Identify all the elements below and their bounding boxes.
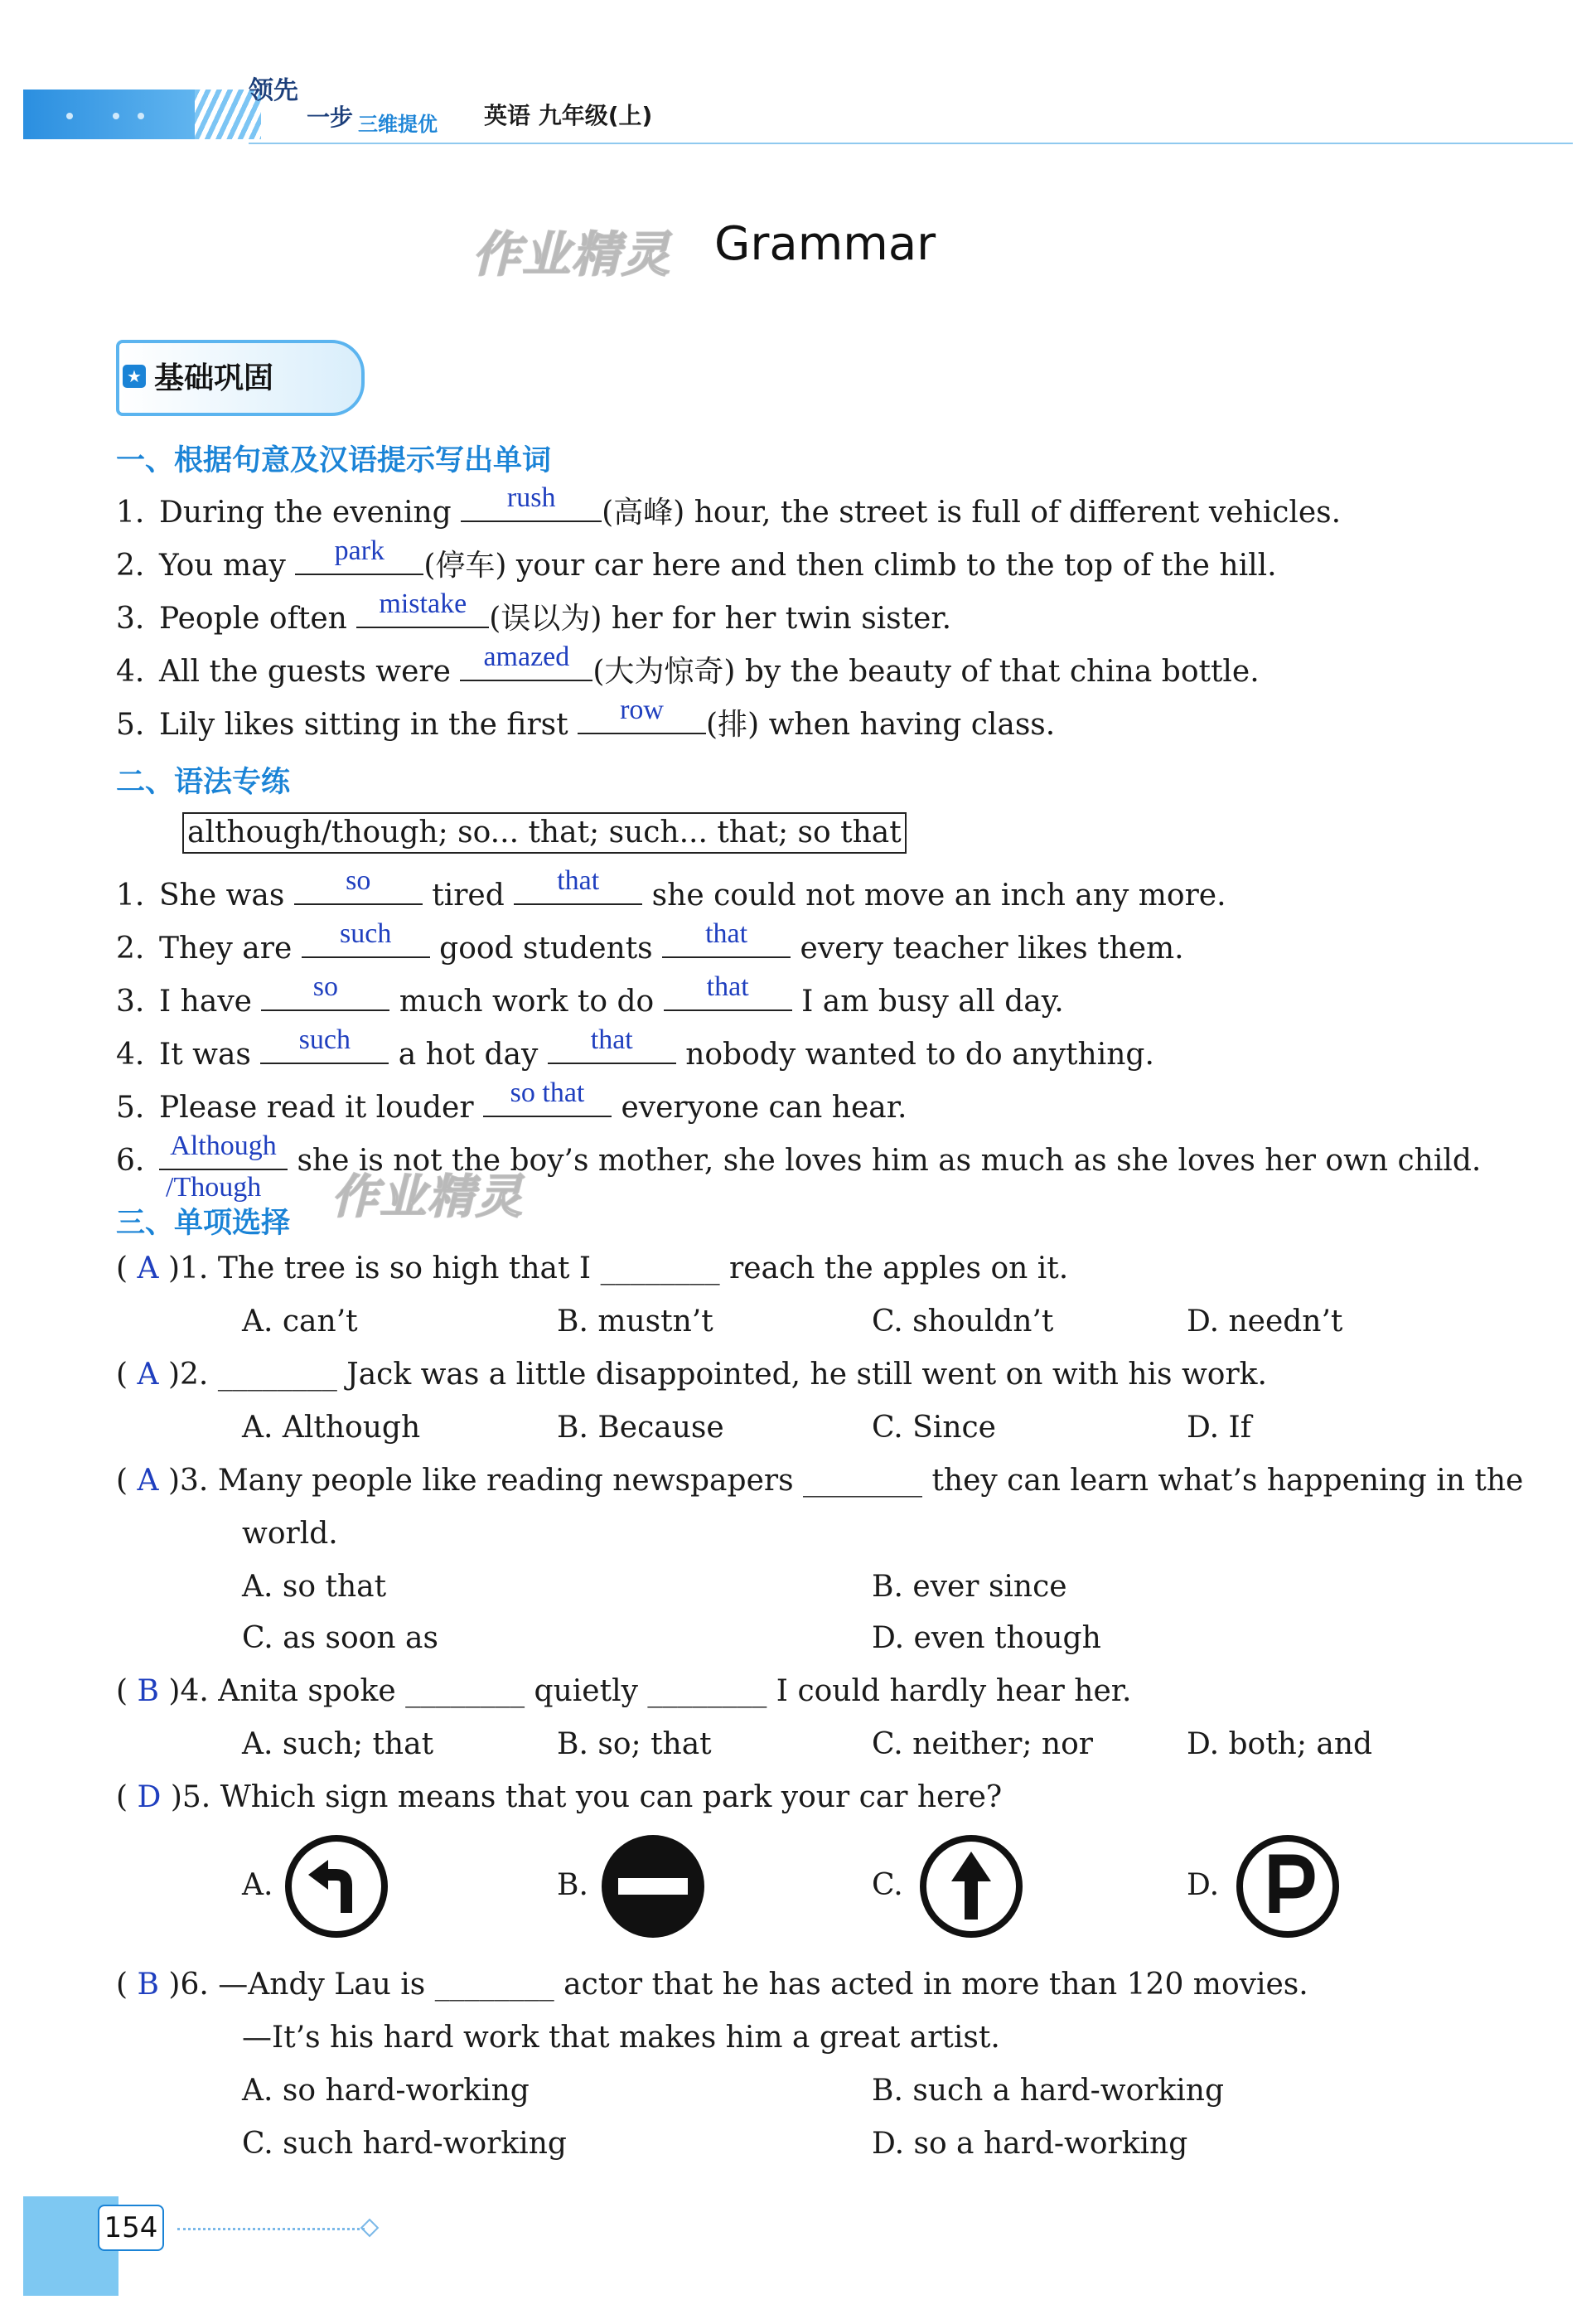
page-number: 154: [98, 2205, 164, 2251]
answer-blank[interactable]: [578, 695, 706, 734]
page-title: Grammar: [714, 217, 936, 271]
grammar-item: [116, 971, 1064, 1019]
item-number: 2.: [116, 932, 145, 966]
item-text: a hot day: [389, 1038, 548, 1072]
answer: such: [340, 918, 392, 949]
option-b[interactable]: B.: [557, 1868, 588, 1902]
series-label: 三维提优: [358, 113, 438, 136]
item-text: They are: [159, 932, 302, 966]
item-text: much work to do: [389, 985, 664, 1019]
question-text: ________ Jack was a little disappointed, he still went on with his work.: [217, 1358, 1267, 1392]
answer-blank[interactable]: [461, 482, 602, 522]
item-text: All the guests were: [159, 655, 461, 689]
option-d[interactable]: D. both; and: [1187, 1727, 1373, 1761]
option-a[interactable]: A. Although: [242, 1411, 421, 1445]
grammar-item: [116, 918, 1184, 966]
mc-answer: D: [137, 1780, 162, 1814]
parking-sign-icon[interactable]: [1236, 1835, 1339, 1938]
question-number: )2.: [167, 1358, 209, 1392]
mc-answer: A: [137, 1464, 159, 1498]
item-number: 1.: [116, 496, 145, 530]
grammar-item: [116, 1024, 1154, 1072]
answer-blank[interactable]: [483, 1077, 612, 1117]
mc-question: ( A )1. The tree is so high that I ________ reach the apples on it.: [116, 1251, 1069, 1285]
option-a[interactable]: A. so that: [242, 1570, 387, 1604]
answer: that: [706, 971, 749, 1002]
item-text: You may: [159, 549, 296, 583]
item-text: It was: [159, 1038, 261, 1072]
option-d[interactable]: D. If: [1187, 1411, 1252, 1445]
section3-heading: 三、单项选择: [116, 1207, 291, 1240]
answer-blank[interactable]: [514, 865, 642, 905]
question-text-cont: world.: [242, 1517, 338, 1551]
answer: that: [590, 1024, 633, 1055]
answer-blank[interactable]: [159, 1130, 288, 1170]
fill-item: [116, 641, 1260, 690]
header-dot: [66, 113, 73, 119]
item-text: During the evening: [159, 496, 462, 530]
answer: so that: [510, 1077, 585, 1108]
answer-blank[interactable]: [664, 971, 792, 1011]
header-dot: [138, 113, 144, 119]
fill-item: [116, 695, 1056, 743]
answer: park: [334, 535, 385, 566]
item-text: Please read it louder: [159, 1091, 483, 1125]
go-straight-sign-icon[interactable]: [920, 1835, 1023, 1938]
item-text: I have: [159, 985, 262, 1019]
fill-item: [116, 588, 952, 637]
mc-question: ( A )2. ________ Jack was a little disappointed, he still went on with his work.: [116, 1358, 1267, 1392]
mc-answer: A: [137, 1358, 159, 1392]
item-text: (停车) your car here and then climb to the top of the hill.: [423, 549, 1277, 583]
option-b[interactable]: B. ever since: [872, 1570, 1067, 1604]
star-icon: ★: [123, 365, 146, 388]
item-number: 3.: [116, 985, 145, 1019]
grammar-item: [116, 1077, 907, 1125]
item-text: (排) when having class.: [706, 708, 1056, 742]
answer-blank[interactable]: [261, 971, 389, 1011]
footer-diamond-icon: [360, 2219, 380, 2238]
item-text: I am busy all day.: [791, 985, 1064, 1019]
question-text: —Andy Lau is ________ actor that he has acted in more than 120 movies.: [218, 1968, 1308, 2002]
option-d[interactable]: D. so a hard-working: [872, 2127, 1188, 2161]
mc-question: ( A )3. Many people like reading newspapers ________ they can learn what’s happening in the: [116, 1464, 1524, 1498]
item-text: tired: [422, 879, 515, 913]
option-c[interactable]: C.: [872, 1868, 903, 1902]
turn-left-sign-icon[interactable]: [285, 1835, 388, 1938]
question-number: )4.: [168, 1674, 209, 1708]
item-text: Lily likes sitting in the first: [159, 708, 578, 742]
answer: that: [705, 918, 748, 949]
mc-question: ( B )6. —Andy Lau is ________ actor that he has acted in more than 120 movies.: [116, 1968, 1308, 2002]
item-text: (高峰) hour, the street is full of different vehicles.: [602, 496, 1342, 530]
question-number: )6.: [168, 1968, 209, 2002]
item-number: 4.: [116, 655, 145, 689]
watermark: 作业精灵: [472, 226, 672, 283]
item-text: She was: [159, 879, 294, 913]
grammar-item: [116, 865, 1226, 913]
fill-item: [116, 482, 1342, 531]
option-b[interactable]: B. so; that: [557, 1727, 712, 1761]
option-b[interactable]: B. such a hard-working: [872, 2074, 1225, 2108]
section1-heading: 一、根据句意及汉语提示写出单词: [116, 444, 552, 477]
item-number: 4.: [116, 1038, 145, 1072]
answer-blank[interactable]: [356, 588, 489, 628]
option-d[interactable]: D. needn’t: [1187, 1305, 1343, 1339]
answer-blank[interactable]: [548, 1024, 676, 1064]
watermark: 作业精灵: [331, 1170, 524, 1224]
item-text: everyone can hear.: [612, 1091, 907, 1125]
header-dot: [113, 113, 119, 119]
mc-answer: B: [137, 1674, 159, 1708]
section2-heading: 二、语法专练: [116, 766, 291, 799]
item-text: she could not move an inch any more.: [642, 879, 1226, 913]
answer: so: [312, 971, 339, 1002]
grammar-item: [116, 1130, 1482, 1178]
question-number: )5.: [170, 1780, 211, 1814]
item-number: 5.: [116, 1091, 145, 1125]
option-c[interactable]: C. shouldn’t: [872, 1305, 1054, 1339]
answer-blank[interactable]: [294, 865, 423, 905]
answer-blank[interactable]: [260, 1024, 389, 1064]
item-number: 3.: [116, 602, 145, 636]
no-entry-sign-icon[interactable]: [602, 1835, 704, 1938]
option-c[interactable]: C. Since: [872, 1411, 996, 1445]
answer: Although: [170, 1130, 277, 1161]
item-number: 1.: [116, 879, 145, 913]
option-a[interactable]: A. so hard-working: [242, 2074, 530, 2108]
answer-blank[interactable]: [302, 918, 430, 958]
item-text: People often: [159, 602, 357, 636]
answer: that: [557, 865, 600, 896]
item-text: good students: [429, 932, 663, 966]
option-a[interactable]: A. can’t: [242, 1305, 358, 1339]
option-c[interactable]: C. neither; nor: [872, 1727, 1093, 1761]
footer-dots: [177, 2228, 365, 2230]
option-a[interactable]: A. such; that: [242, 1727, 434, 1761]
brand-top: 领先: [249, 76, 298, 105]
item-text: nobody wanted to do anything.: [675, 1038, 1154, 1072]
answer: row: [620, 695, 664, 725]
item-text: (大为惊奇) by the beauty of that china bottle.: [592, 655, 1260, 689]
question-text: Anita spoke ________ quietly ________ I could hardly hear her.: [218, 1674, 1132, 1708]
option-b[interactable]: B. Because: [557, 1411, 724, 1445]
answer-blank[interactable]: [460, 641, 592, 681]
mc-answer: B: [137, 1968, 159, 2002]
option-c[interactable]: C. such hard-working: [242, 2127, 567, 2161]
question-text-cont: —It’s his hard work that makes him a great artist.: [242, 2021, 1000, 2055]
item-text: she is not the boy’s mother, she loves him as much as she loves her own child.: [288, 1144, 1482, 1178]
option-b[interactable]: B. mustn’t: [557, 1305, 713, 1339]
option-d[interactable]: D.: [1187, 1868, 1220, 1902]
answer-blank[interactable]: [662, 918, 791, 958]
answer: mistake: [379, 588, 467, 619]
fill-item: [116, 535, 1277, 584]
question-number: )3.: [167, 1464, 209, 1498]
item-number: 2.: [116, 549, 145, 583]
mc-question: ( D )5. Which sign means that you can park your car here?: [116, 1780, 1003, 1814]
question-text: The tree is so high that I ________ reach the apples on it.: [217, 1251, 1069, 1285]
answer: amazed: [483, 641, 570, 672]
question-text: Many people like reading newspapers ________ they can learn what’s happening in the: [217, 1464, 1524, 1498]
answer: /Though: [166, 1172, 262, 1203]
mc-answer: A: [137, 1251, 159, 1285]
badge-label: 基础巩固: [154, 361, 274, 395]
answer: such: [298, 1024, 351, 1055]
brand-bottom: 一步: [307, 104, 354, 131]
option-d[interactable]: D. even though: [872, 1621, 1101, 1655]
item-text: (误以为) her for her twin sister.: [489, 602, 952, 636]
mc-question: ( B )4. Anita spoke ________ quietly ________ I could hardly hear her.: [116, 1674, 1132, 1708]
header-rule: [249, 143, 1573, 144]
answer: so: [346, 865, 371, 896]
question-text: Which sign means that you can park your car here?: [220, 1780, 1003, 1814]
question-number: )1.: [167, 1251, 209, 1285]
item-text: every teacher likes them.: [791, 932, 1184, 966]
item-number: 5.: [116, 708, 145, 742]
word-box: although/though; so... that; such... that; so that: [182, 812, 907, 854]
answer: rush: [506, 482, 556, 513]
option-c[interactable]: C. as soon as: [242, 1621, 438, 1655]
subject-label: 英语 九年级(上): [484, 102, 653, 129]
answer-blank[interactable]: [295, 535, 423, 575]
item-number: 6.: [116, 1144, 145, 1178]
option-a[interactable]: A.: [242, 1868, 273, 1902]
